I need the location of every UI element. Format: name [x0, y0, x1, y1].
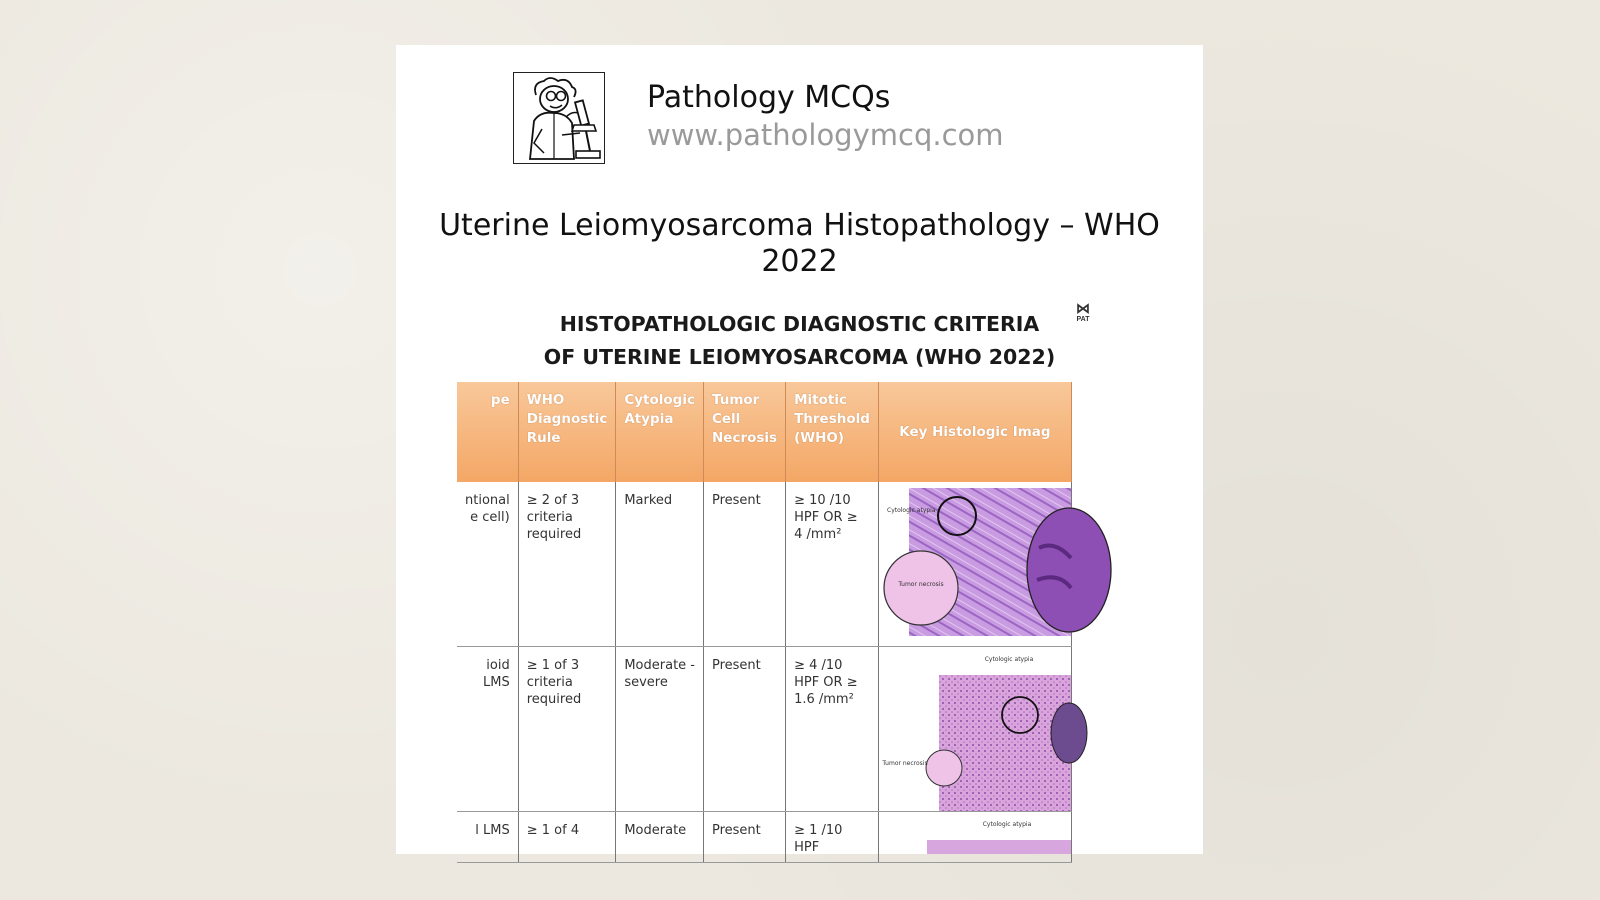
histology-micrograph — [887, 488, 1071, 636]
cell-rule: ≥ 2 of 3 criteria required — [518, 482, 616, 647]
column-header-type: pe — [457, 382, 518, 482]
column-header-atypia: Cytologic Atypia — [616, 382, 704, 482]
cell-mitotic: ≥ 1 /10 HPF — [786, 812, 879, 863]
image-label-necrosis: Tumor necrosis — [898, 581, 944, 588]
image-label-atypia: Cytologic atypia — [886, 507, 936, 514]
column-header-necrosis: Tumor Cell Necrosis — [703, 382, 785, 482]
criteria-document — [465, 300, 1094, 855]
cell-atypia: Marked — [616, 482, 704, 647]
cell-histology-image — [878, 812, 1071, 863]
cell-type: l LMS — [457, 812, 518, 863]
document-corner-logo — [1072, 300, 1094, 344]
criteria-table — [457, 382, 1072, 863]
cell-histology-image — [878, 647, 1071, 812]
document-heading — [505, 308, 1094, 374]
cell-atypia: Moderate -severe — [616, 647, 704, 812]
image-label-atypia: Cytologic atypia — [984, 656, 1034, 663]
table-row — [457, 482, 1071, 647]
scientist-microscope-logo-icon — [513, 72, 605, 164]
cell-type: ntional e cell) — [457, 482, 518, 647]
cell-rule: ≥ 1 of 3 criteria required — [518, 647, 616, 812]
brand-name: Pathology MCQs — [647, 80, 891, 115]
histology-micrograph — [882, 653, 1071, 811]
histology-micrograph — [887, 818, 1071, 854]
cell-rule: ≥ 1 of 4 — [518, 812, 616, 863]
cell-necrosis: Present — [703, 812, 785, 863]
butterfly-logo-icon: ⋈ — [1076, 300, 1090, 316]
table-row — [457, 812, 1071, 863]
image-label-atypia: Cytologic atypia — [982, 821, 1032, 828]
post-card — [396, 45, 1203, 854]
post-title: Uterine Leiomyosarcoma Histopathology – WHO 2022 — [439, 208, 1160, 279]
document-heading-line-2: OF UTERINE LEIOMYOSARCOMA (WHO 2022) — [543, 345, 1056, 369]
brand-url[interactable]: www.pathologymcq.com — [647, 118, 1004, 152]
cell-mitotic: ≥ 10 /10 HPF OR ≥ 4 /mm² — [786, 482, 879, 647]
cell-atypia: Moderate — [616, 812, 704, 863]
cell-mitotic: ≥ 4 /10 HPF OR ≥ 1.6 /mm² — [786, 647, 879, 812]
cell-necrosis: Present — [703, 482, 785, 647]
image-label-necrosis: Tumor necrosis — [882, 760, 928, 767]
document-corner-logo-text: PAT — [1076, 316, 1090, 323]
cell-type: ioid LMS — [457, 647, 518, 812]
table-row — [457, 647, 1071, 812]
document-heading-line-1: HISTOPATHOLOGIC DIAGNOSTIC CRITERIA — [559, 312, 1040, 336]
column-header-image: Key Histologic Imag — [878, 382, 1071, 482]
cell-necrosis: Present — [703, 647, 785, 812]
cell-histology-image — [878, 482, 1071, 647]
column-header-mitotic: Mitotic Threshold (WHO) — [786, 382, 879, 482]
column-header-rule: WHO Diagnostic Rule — [518, 382, 616, 482]
table-header-row — [457, 382, 1071, 482]
